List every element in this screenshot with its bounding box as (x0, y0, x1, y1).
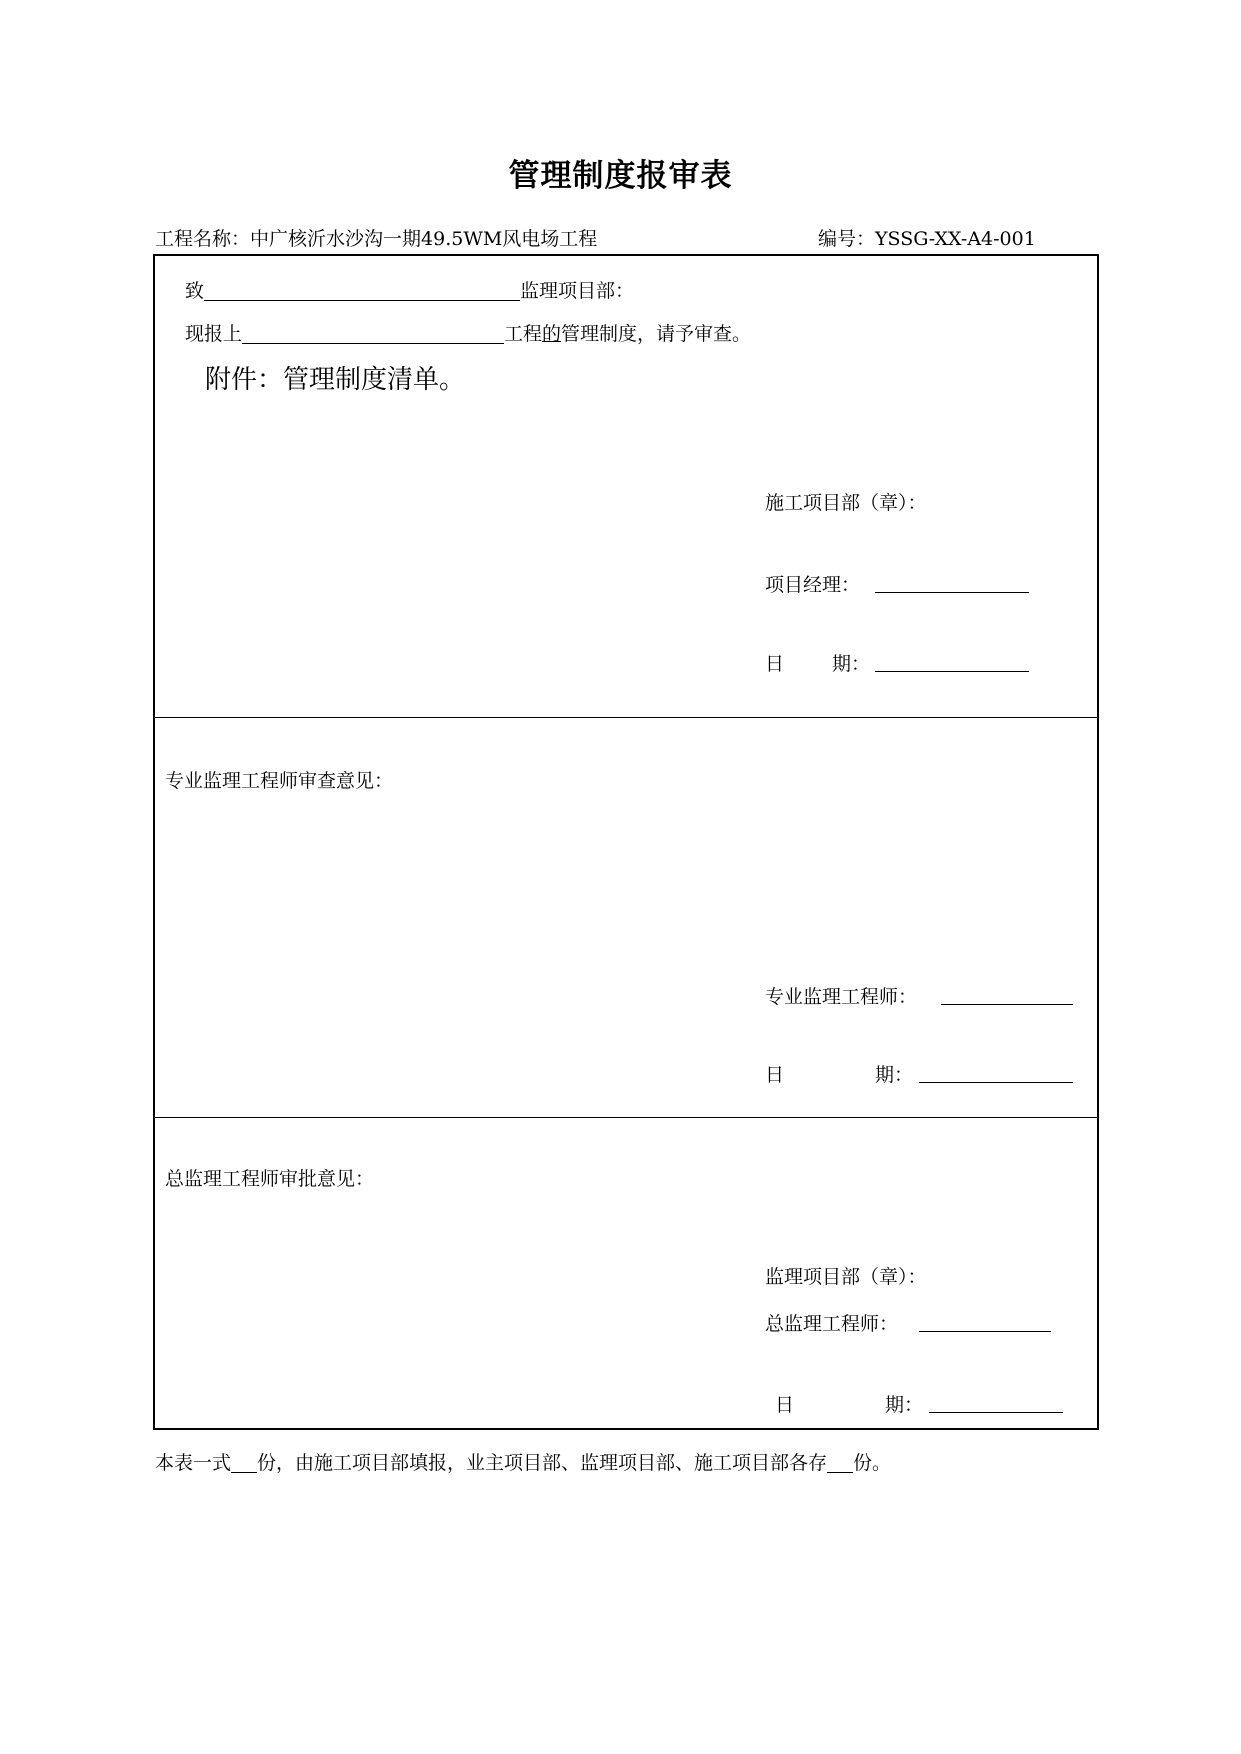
date-label-1b: 期： (832, 653, 871, 675)
copies-blank-1[interactable] (231, 1452, 257, 1473)
to-prefix: 致 (185, 280, 205, 302)
date-label-3a: 日 (775, 1394, 795, 1416)
report-suffix-c: 管理制度，请予审查。 (561, 323, 752, 345)
report-prefix: 现报上 (185, 323, 243, 345)
chief-approval-heading: 总监理工程师审批意见： (165, 1168, 375, 1190)
addressee-blank[interactable] (204, 280, 520, 301)
report-suffix-a: 工程 (504, 323, 543, 345)
footer-part3: 份。 (853, 1452, 892, 1474)
date-label-2a: 日 (765, 1064, 785, 1086)
date-line-2[interactable] (919, 1082, 1073, 1083)
project-name-row (155, 224, 597, 251)
form-number: YSSG-XX-A4-001 (875, 228, 1036, 250)
date-line-1[interactable] (875, 671, 1029, 672)
chief-engineer-signature-line[interactable] (919, 1331, 1051, 1332)
specialist-engineer-label: 专业监理工程师： (765, 986, 918, 1008)
date-label-1a: 日 (765, 653, 785, 675)
construction-dept-label: 施工项目部（章）： (765, 492, 927, 514)
date-label-3b: 期： (885, 1394, 924, 1416)
supervision-dept-label: 监理项目部（章）： (765, 1266, 927, 1288)
footer-part2: 份，由施工项目部填报，业主项目部、监理项目部、施工项目部各存 (257, 1452, 828, 1474)
chief-engineer-label: 总监理工程师： (765, 1313, 899, 1335)
specialist-engineer-signature-line[interactable] (941, 1004, 1073, 1005)
attachment-note: 附件：管理制度清单。 (205, 365, 466, 395)
to-suffix: 监理项目部： (520, 280, 635, 302)
form-number-row (818, 224, 1036, 251)
report-row (185, 319, 751, 346)
project-name: 中广核沂水沙沟一期49.5WM风电场工程 (250, 228, 598, 250)
addressee-row (185, 276, 634, 303)
date-label-2b: 期： (875, 1064, 914, 1086)
project-manager-signature-line[interactable] (875, 592, 1029, 593)
footer-part1: 本表一式 (155, 1452, 232, 1474)
number-label: 编号： (818, 228, 876, 250)
copies-blank-2[interactable] (827, 1452, 853, 1473)
date-line-3[interactable] (929, 1412, 1063, 1413)
project-label: 工程名称： (155, 228, 251, 250)
page-title: 管理制度报审表 (508, 158, 733, 194)
project-blank[interactable] (242, 323, 504, 344)
divider-1 (155, 717, 1097, 718)
footer-note (155, 1448, 891, 1475)
report-suffix-b: 的 (542, 323, 562, 345)
divider-2 (155, 1117, 1097, 1118)
form-table (153, 254, 1099, 1430)
specialist-review-heading: 专业监理工程师审查意见： (165, 770, 394, 792)
project-manager-label: 项目经理： (765, 574, 861, 596)
